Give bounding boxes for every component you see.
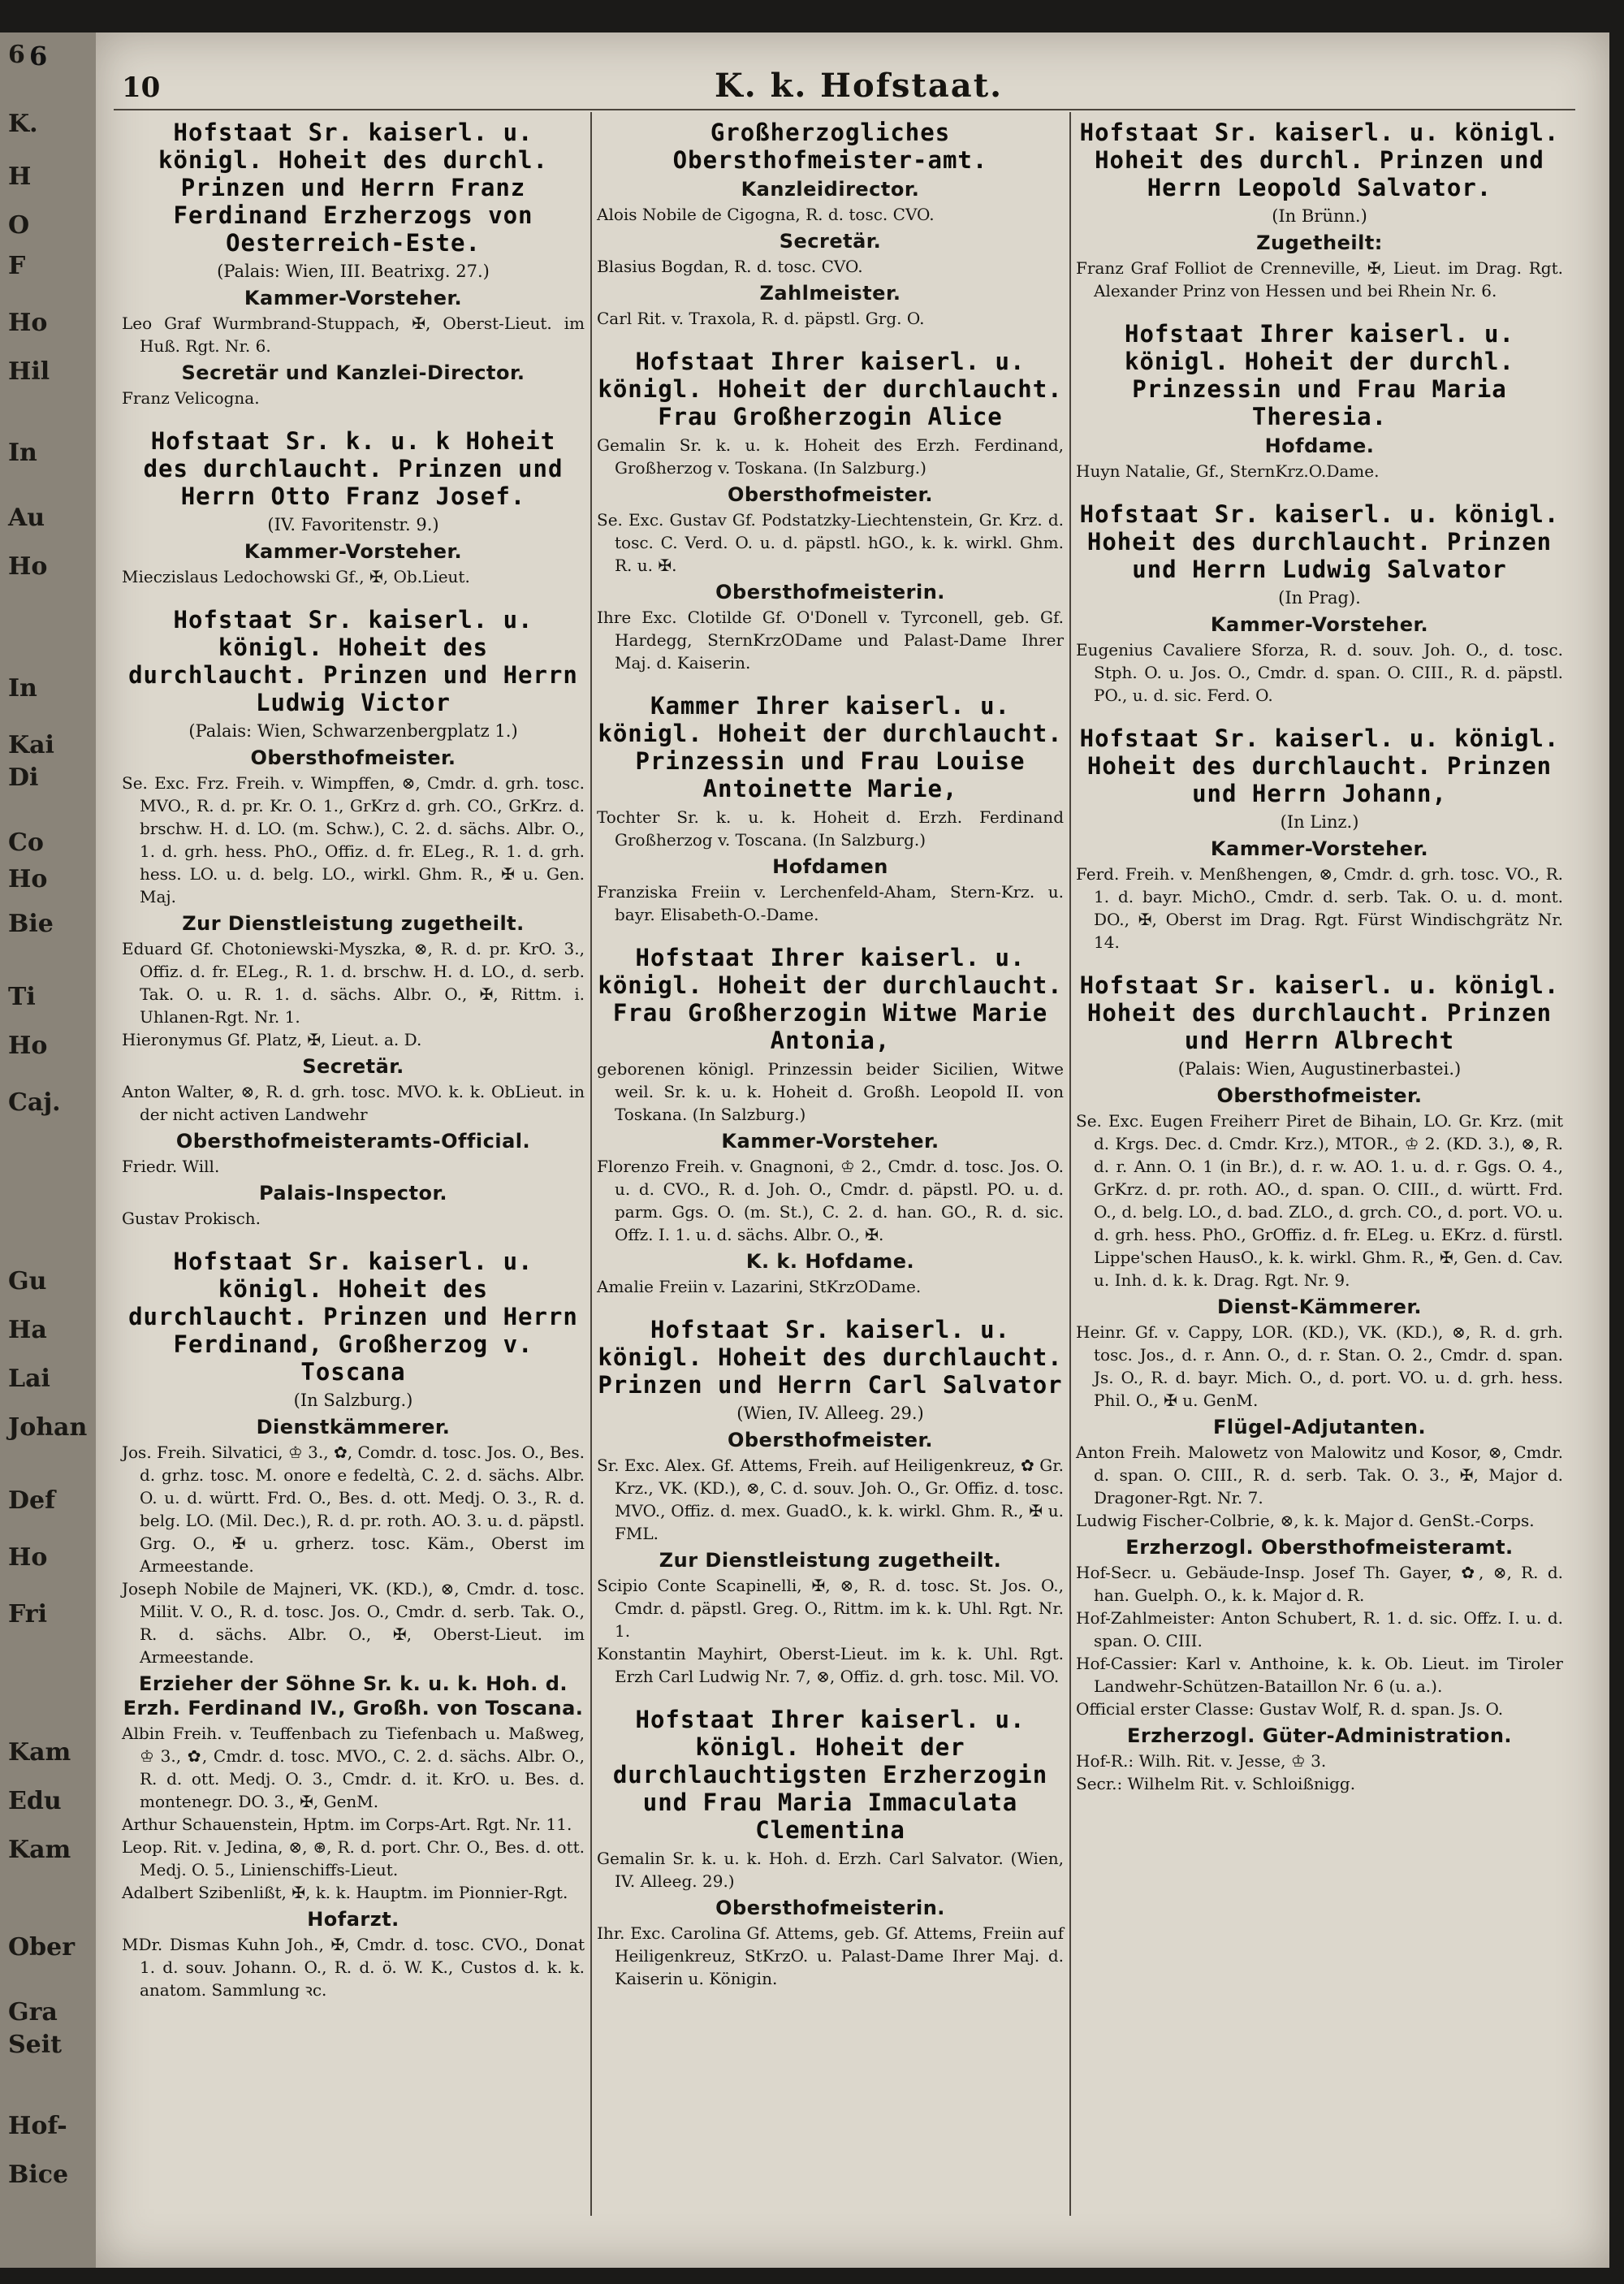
person-entry: Huyn Natalie, Gf., SternKrz.O.Dame. bbox=[1076, 461, 1380, 481]
court-section bbox=[597, 1706, 1064, 1990]
office-heading: Obersthofmeister. bbox=[1216, 1084, 1423, 1107]
person-entry: Franziska Freiin v. Lerchenfeld-Aham, Stern-Krz. u. bayr. Elisabeth-O.-Dame. bbox=[597, 882, 1064, 924]
section-location: (In Brünn.) bbox=[1272, 206, 1367, 226]
margin-fragment: Edu bbox=[8, 1787, 62, 1815]
section-title: Hofstaat Sr. k. u. k Hoheit des durchlaucht. Prinzen und Herrn Otto Franz Josef. bbox=[143, 427, 564, 510]
office-heading: Dienstkämmerer. bbox=[256, 1416, 451, 1438]
court-section bbox=[597, 1316, 1064, 1688]
margin-fragment: Ho bbox=[8, 1032, 48, 1060]
person-entry: Eduard Gf. Chotoniewski-Myszka, ⊗, R. d. pr. KrO. 3., Offiz. d. fr. ELeg., R. 1. d. brschw. H. d. LO., d. serb. Tak. O. u. R. 1. d. sächs. Albr. O., ✠, Rittm. i. Uhlanen-Rgt. Nr. 1. bbox=[122, 939, 585, 1027]
person-entry: Ihr. Exc. Carolina Gf. Attems, geb. Gf. Attems, Freiin auf Heiligenkreuz, StKrzO. u. Palast-Dame Ihrer Maj. d. Kaiserin u. Königin. bbox=[597, 1923, 1064, 1988]
column-rule bbox=[1069, 112, 1071, 2216]
person-entry: Scipio Conte Scapinelli, ✠, ⊗, R. d. tosc. St. Jos. O., Cmdr. d. päpstl. Greg. O., Rittm. im k. k. Uhl. Rgt. Nr. 1. bbox=[597, 1576, 1064, 1641]
court-section bbox=[122, 1248, 585, 2001]
person-entry: Secr.: Wilhelm Rit. v. Schloißnigg. bbox=[1076, 1774, 1356, 1793]
court-section bbox=[1076, 971, 1563, 1795]
margin-fragment: Kam bbox=[8, 1836, 71, 1864]
section-title: Kammer Ihrer kaiserl. u. königl. Hoheit der durchlaucht. Prinzessin und Frau Louise Antoinette Marie, bbox=[598, 692, 1063, 802]
column-3 bbox=[1076, 115, 1563, 2268]
person-entry: Tochter Sr. k. u. k. Hoheit d. Erzh. Ferdinand Großherzog v. Toscana. (In Salzburg.) bbox=[597, 807, 1064, 850]
section-location: (Palais: Wien, III. Beatrixg. 27.) bbox=[217, 262, 490, 281]
section-location: (In Prag). bbox=[1278, 588, 1361, 608]
margin-fragment: Ho bbox=[8, 309, 48, 337]
person-entry: Florenzo Freih. v. Gnagnoni, ♔ 2., Cmdr. d. tosc. Jos. O. u. d. CVO., R. d. Joh. O., Cmdr. d. päpstl. PO. u. d. parm. Ggs. O. (m. St.), C. 2. d. han. GO., R. d. sic. Offz. I. 1. u. d. sächs. Albr. O., ✠. bbox=[597, 1157, 1064, 1244]
office-heading: Obersthofmeister. bbox=[727, 483, 934, 506]
section-title: Hofstaat Sr. kaiserl. u. königl. Hoheit des durchlaucht. Prinzen und Herrn Carl Salvator bbox=[598, 1316, 1063, 1399]
margin-fragment: Ha bbox=[8, 1316, 47, 1344]
person-entry: Franz Graf Folliot de Crenneville, ✠, Lieut. im Drag. Rgt. Alexander Prinz von Hessen und bei Rhein Nr. 6. bbox=[1076, 258, 1563, 301]
section-title: Hofstaat Ihrer kaiserl. u. königl. Hoheit der durchlauchtigsten Erzherzogin und Frau Maria Immaculata Clementina bbox=[612, 1706, 1048, 1844]
section-location: (Palais: Wien, Augustinerbastei.) bbox=[1177, 1059, 1462, 1079]
person-entry: Official erster Classe: Gustav Wolf, R. d. span. Js. O. bbox=[1076, 1699, 1504, 1719]
section-location: (In Linz.) bbox=[1280, 812, 1359, 832]
office-heading: Secretär. bbox=[302, 1055, 404, 1078]
margin-fragment: Johan bbox=[8, 1413, 88, 1442]
section-title: Hofstaat Ihrer kaiserl. u. königl. Hoheit der durchlaucht. Frau Großherzogin Alice bbox=[598, 348, 1063, 430]
section-title: Hofstaat Sr. kaiserl. u. königl. Hoheit des durchl. Prinzen und Herrn Franz Ferdinand Erzherzogs von Oesterreich-Este. bbox=[158, 119, 548, 257]
margin-fragment: H bbox=[8, 162, 32, 191]
margin-fragment: Caj. bbox=[8, 1088, 61, 1117]
office-heading: Obersthofmeisterin. bbox=[715, 581, 945, 603]
court-section bbox=[597, 692, 1064, 926]
margin-fragment: Fri bbox=[8, 1600, 47, 1629]
court-section bbox=[122, 119, 585, 409]
column-1 bbox=[122, 115, 585, 2268]
court-section bbox=[122, 427, 585, 588]
section-title: Hofstaat Ihrer kaiserl. u. königl. Hoheit der durchlaucht. Frau Großherzogin Witwe Marie Antonia, bbox=[598, 944, 1063, 1054]
person-entry: Adalbert Szibenlißt, ✠, k. k. Hauptm. im Pionnier-Rgt. bbox=[122, 1883, 568, 1902]
margin-fragment: In bbox=[8, 674, 37, 703]
margin-fragment: Kai bbox=[8, 731, 54, 759]
person-entry: Ferd. Freih. v. Menßhengen, ⊗, Cmdr. d. grh. tosc. VO., R. 1. d. bayr. MichO., Cmdr. d. serb. Tak. O. u. d. mont. DO., ✠, Oberst im Drag. Rgt. Fürst Windischgrätz Nr. 14. bbox=[1076, 864, 1563, 952]
person-entry: Anton Walter, ⊗, R. d. grh. tosc. MVO. k. k. ObLieut. in der nicht activen Landwehr bbox=[122, 1082, 585, 1124]
margin-fragment: Co bbox=[8, 828, 44, 857]
office-heading: Obersthofmeisteramts-Official. bbox=[175, 1130, 531, 1153]
person-entry: Leop. Rit. v. Jedina, ⊗, ⊛, R. d. port. Chr. O., Bes. d. ott. Medj. O. 5., Linienschiffs-Lieut. bbox=[122, 1837, 585, 1880]
margin-fragment: Def bbox=[8, 1486, 56, 1515]
office-heading: Kammer-Vorsteher. bbox=[244, 287, 463, 309]
office-heading: Kammer-Vorsteher. bbox=[721, 1130, 939, 1153]
person-entry: geborenen königl. Prinzessin beider Sicilien, Witwe weil. Sr. k. u. k. Hoheit d. Großh. Leopold II. von Toskana. (In Salzburg.) bbox=[597, 1059, 1064, 1124]
office-heading: Kammer-Vorsteher. bbox=[1210, 837, 1429, 860]
person-entry: Arthur Schauenstein, Hptm. im Corps-Art. Rgt. Nr. 11. bbox=[122, 1815, 572, 1834]
margin-fragment: O bbox=[8, 211, 30, 240]
margin-fragment: Bice bbox=[8, 2161, 69, 2189]
office-heading: Secretär. bbox=[779, 230, 882, 253]
section-title: Hofstaat Sr. kaiserl. u. königl. Hoheit des durchlaucht. Prinzen und Herrn Johann, bbox=[1079, 725, 1560, 807]
person-entry: Eugenius Cavaliere Sforza, R. d. souv. Joh. O., d. tosc. Stph. O. u. Jos. O., Cmdr. d. span. O. CIII., R. d. päpstl. PO., u. d. sic. Ferd. O. bbox=[1076, 640, 1563, 705]
section-title: Großherzogliches Obersthofmeister-amt. bbox=[672, 119, 988, 174]
office-heading: Erzieher der Söhne Sr. k. u. k. Hoh. d. Erzh. Ferdinand IV., Großh. von Toscana. bbox=[123, 1672, 584, 1719]
margin-fragment: Gu bbox=[8, 1267, 47, 1296]
person-entry: Hof-Cassier: Karl v. Anthoine, k. k. Ob. Lieut. im Tiroler Landwehr-Schützen-Bataillon Nr. 6 (u. a.). bbox=[1076, 1654, 1563, 1696]
person-entry: Joseph Nobile de Majneri, VK. (KD.), ⊗, Cmdr. d. tosc. Milit. V. O., R. d. tosc. Jos. O., Cmdr. d. serb. Tak. O., R. d. sächs. Albr. O., ✠, Oberst-Lieut. im Armeestande. bbox=[122, 1579, 585, 1667]
office-heading: Zahlmeister. bbox=[759, 282, 901, 305]
person-entry: Mieczislaus Ledochowski Gf., ✠, Ob.Lieut. bbox=[122, 567, 470, 586]
margin-fragment: Ho bbox=[8, 552, 48, 581]
margin-fragment: Di bbox=[8, 763, 39, 792]
office-heading: Palais-Inspector. bbox=[258, 1182, 447, 1205]
person-entry: Se. Exc. Gustav Gf. Podstatzky-Liechtenstein, Gr. Krz. d. tosc. C. Verd. O. u. d. päpstl. hGO., k. k. wirkl. Ghm. R. u. ✠. bbox=[597, 510, 1064, 575]
office-heading: Hofdamen bbox=[772, 855, 888, 878]
section-title: Hofstaat Sr. kaiserl. u. königl. Hoheit des durchl. Prinzen und Herrn Leopold Salvator. bbox=[1079, 119, 1560, 201]
person-entry: Ihre Exc. Clotilde Gf. O'Donell v. Tyrconell, geb. Gf. Hardegg, SternKrzODame und Palast-Dame Ihrer Maj. d. Kaiserin. bbox=[597, 608, 1064, 673]
person-entry: Anton Freih. Malowetz von Malowitz und Kosor, ⊗, Cmdr. d. span. O. CIII., R. d. serb. Tak. O. 3., ✠, Major d. Dragoner-Rgt. Nr. 7. bbox=[1076, 1443, 1563, 1508]
person-entry: Gemalin Sr. k. u. k. Hoheit des Erzh. Ferdinand, Großherzog v. Toskana. (In Salzburg.) bbox=[597, 435, 1064, 478]
section-title: Hofstaat Ihrer kaiserl. u. königl. Hoheit der durchl. Prinzessin und Frau Maria Theresia. bbox=[1125, 320, 1514, 430]
office-heading: Erzherzogl. Obersthofmeisteramt. bbox=[1125, 1536, 1514, 1559]
header-rule bbox=[114, 109, 1575, 110]
office-heading: Obersthofmeister. bbox=[727, 1429, 934, 1451]
person-entry: Hieronymus Gf. Platz, ✠, Lieut. a. D. bbox=[122, 1030, 422, 1049]
person-entry: Hof-Zahlmeister: Anton Schubert, R. 1. d. sic. Offz. I. u. d. span. O. CIII. bbox=[1076, 1608, 1563, 1650]
person-entry: Carl Rit. v. Traxola, R. d. päpstl. Grg. O. bbox=[597, 309, 925, 328]
person-entry: Albin Freih. v. Teuffenbach zu Tiefenbach u. Maßweg, ♔ 3., ✿, Cmdr. d. tosc. MVO., C. 2. d. sächs. Albr. O., R. d. ott. Medj. O. 3., Cmdr. d. it. KrO. u. Bes. d. montenegr. DO. 3., ✠, GenM. bbox=[122, 1724, 585, 1811]
office-heading: Hofdame. bbox=[1264, 435, 1375, 457]
margin-fragment: Ober bbox=[8, 1933, 76, 1962]
margin-fragment: Ti bbox=[8, 983, 36, 1011]
margin-fragment: Hil bbox=[8, 357, 50, 386]
margin-fragment: F bbox=[8, 252, 26, 280]
person-entry: Konstantin Mayhirt, Oberst-Lieut. im k. k. Uhl. Rgt. Erzh Carl Ludwig Nr. 7, ⊗, Offiz. d. grh. tosc. Mil. VO. bbox=[597, 1644, 1064, 1686]
person-entry: Alois Nobile de Cigogna, R. d. tosc. CVO. bbox=[597, 205, 935, 224]
margin-fragment: Gra bbox=[8, 1998, 58, 2027]
column-rule bbox=[590, 112, 592, 2216]
margin-fragment: Au bbox=[8, 504, 45, 532]
left-margin-strip bbox=[0, 32, 96, 2268]
person-entry: Heinr. Gf. v. Cappy, LOR. (KD.), VK. (KD.), ⊗, R. d. grh. tosc. Jos., d. r. Ann. O., d. r. Stan. O. 2., Cmdr. d. span. Js. O., R. d. bayr. Mich. O., d. port. VO. u. d. grh. hess. Phil. O., ✠ u. GenM. bbox=[1076, 1322, 1563, 1410]
section-location: (Wien, IV. Alleeg. 29.) bbox=[736, 1404, 924, 1423]
person-entry: Hof-Secr. u. Gebäude-Insp. Josef Th. Gayer, ✿, ⊗, R. d. han. Guelph. O., k. k. Major d. R. bbox=[1076, 1563, 1563, 1605]
margin-fragment: In bbox=[8, 439, 37, 467]
person-entry: Franz Velicogna. bbox=[122, 388, 260, 408]
court-section bbox=[1076, 500, 1563, 707]
court-section bbox=[1076, 320, 1563, 482]
margin-fragment: Lai bbox=[8, 1365, 50, 1393]
section-title: Hofstaat Sr. kaiserl. u. königl. Hoheit des durchlaucht. Prinzen und Herrn Ludwig Victor bbox=[128, 606, 578, 716]
office-heading: Kammer-Vorsteher. bbox=[1210, 613, 1429, 636]
person-entry: Gustav Prokisch. bbox=[122, 1209, 261, 1228]
folio-number: 6 bbox=[29, 41, 48, 71]
person-entry: Amalie Freiin v. Lazarini, StKrzODame. bbox=[597, 1277, 922, 1296]
court-section bbox=[1076, 119, 1563, 302]
office-heading: Zur Dienstleistung zugetheilt. bbox=[659, 1549, 1002, 1572]
person-entry: Se. Exc. Frz. Freih. v. Wimpffen, ⊗, Cmdr. d. grh. tosc. MVO., R. d. pr. Kr. O. 1., GrKrz d. grh. CO., GrKrz. d. brschw. H. d. LO. (m. Schw.), C. 2. d. sächs. Albr. O., 1. d. grh. hess. PhO., Offiz. d. fr. ELeg., R. 1. d. grh. hess. LO. u. d. belg. LO., wirkl. Ghm. R., ✠ u. Gen. Maj. bbox=[122, 773, 585, 906]
section-title: Hofstaat Sr. kaiserl. u. königl. Hoheit des durchlaucht. Prinzen und Herrn Albrecht bbox=[1079, 971, 1560, 1054]
person-entry: Blasius Bogdan, R. d. tosc. CVO. bbox=[597, 257, 863, 276]
court-section bbox=[597, 119, 1064, 330]
person-entry: Se. Exc. Eugen Freiherr Piret de Bihain, LO. Gr. Krz. (mit d. Krgs. Dec. d. Cmdr. Krz.), MTOR., ♔ 2. (KD. 3.), ⊗, R. d. r. Ann. O. 1 (in Br.), d. r. w. AO. 1. u. d. r. Ggs. O. 4., GrKrz. d. pr. roth. AO., d. span. O. CIII., d. württ. Frd. O., d. belg. LO., d. bad. ZLO., d. grch. CO., d. port. VO. u. d. grh. hess. PhO., GrOffiz. d. fr. ELeg. u. EKrz. d. fürstl. Lippe'schen HausO., k. k. wirkl. Ghm. R., ✠, Gen. d. Cav. u. Inh. d. k. k. Drag. Rgt. Nr. 9. bbox=[1076, 1111, 1563, 1290]
office-heading: Dienst-Kämmerer. bbox=[1217, 1296, 1422, 1318]
margin-fragment: 6 bbox=[8, 41, 25, 69]
office-heading: Obersthofmeisterin. bbox=[715, 1897, 945, 1919]
office-heading: Zugetheilt: bbox=[1256, 231, 1383, 254]
margin-fragment: K. bbox=[8, 110, 38, 138]
person-entry: Sr. Exc. Alex. Gf. Attems, Freih. auf Heiligenkreuz, ✿ Gr. Krz., VK. (KD.), ⊗, C. d. souv. Joh. O., Gr. Offiz. d. tosc. MVO., Offiz. d. mex. GuadO., k. k. wirkl. Ghm. R., ✠ u. FML. bbox=[597, 1456, 1064, 1543]
margin-fragment: Ho bbox=[8, 1543, 48, 1572]
section-location: (In Salzburg.) bbox=[293, 1391, 413, 1410]
margin-fragment: Seit bbox=[8, 2031, 63, 2059]
running-head: K. k. Hofstaat. bbox=[715, 67, 1004, 105]
person-entry: MDr. Dismas Kuhn Joh., ✠, Cmdr. d. tosc. CVO., Donat 1. d. souv. Johann. O., R. d. ö. W. K., Custos d. k. k. anatom. Sammlung ꝛc. bbox=[122, 1935, 585, 2000]
margin-fragment: Kam bbox=[8, 1738, 71, 1767]
court-section bbox=[122, 606, 585, 1230]
office-heading: Hofarzt. bbox=[307, 1908, 400, 1931]
section-location: (IV. Favoritenstr. 9.) bbox=[267, 515, 439, 534]
person-entry: Gemalin Sr. k. u. k. Hoh. d. Erzh. Carl Salvator. (Wien, IV. Alleeg. 29.) bbox=[597, 1849, 1064, 1891]
person-entry: Friedr. Will. bbox=[122, 1157, 220, 1176]
person-entry: Ludwig Fischer-Colbrie, ⊗, k. k. Major d. GenSt.-Corps. bbox=[1076, 1511, 1535, 1530]
office-heading: Kammer-Vorsteher. bbox=[244, 540, 463, 563]
column-2 bbox=[597, 115, 1064, 2268]
court-section bbox=[1076, 725, 1563, 954]
court-section bbox=[597, 944, 1064, 1298]
office-heading: Erzherzogl. Güter-Administration. bbox=[1126, 1724, 1513, 1747]
person-entry: Leo Graf Wurmbrand-Stuppach, ✠, Oberst-Lieut. im Huß. Rgt. Nr. 6. bbox=[122, 314, 585, 356]
court-section bbox=[597, 348, 1064, 674]
office-heading: Kanzleidirector. bbox=[741, 178, 920, 201]
person-entry: Jos. Freih. Silvatici, ♔ 3., ✿, Comdr. d. tosc. Jos. O., Bes. d. grhz. tosc. M. onore e fedeltà, C. 2. d. sächs. Albr. O. u. d. württ. Frd. O., Bes. d. ott. Medj. O. 3., R. d. belg. LO. (Mil. Dec.), R. d. pr. roth. AO. 3. u. d. päpstl. Grg. O., ✠ u. grherz. tosc. Käm., Oberst im Armeestande. bbox=[122, 1443, 585, 1576]
margin-fragment: Hof- bbox=[8, 2112, 67, 2140]
office-heading: Flügel-Adjutanten. bbox=[1212, 1416, 1427, 1438]
office-heading: K. k. Hofdame. bbox=[745, 1250, 915, 1273]
office-heading: Obersthofmeister. bbox=[250, 746, 456, 769]
margin-fragment: Ho bbox=[8, 865, 48, 893]
margin-fragment: Bie bbox=[8, 910, 54, 938]
office-heading: Secretär und Kanzlei-Director. bbox=[181, 361, 525, 384]
section-location: (Palais: Wien, Schwarzenbergplatz 1.) bbox=[188, 721, 518, 741]
person-entry: Hof-R.: Wilh. Rit. v. Jesse, ♔ 3. bbox=[1076, 1751, 1327, 1771]
section-title: Hofstaat Sr. kaiserl. u. königl. Hoheit des durchlaucht. Prinzen und Herrn Ludwig Salvator bbox=[1079, 500, 1560, 583]
office-heading: Zur Dienstleistung zugetheilt. bbox=[182, 912, 525, 935]
section-title: Hofstaat Sr. kaiserl. u. königl. Hoheit des durchlaucht. Prinzen und Herrn Ferdinand, Großherzog v. Toscana bbox=[128, 1248, 578, 1386]
page-number: 10 bbox=[122, 71, 161, 104]
